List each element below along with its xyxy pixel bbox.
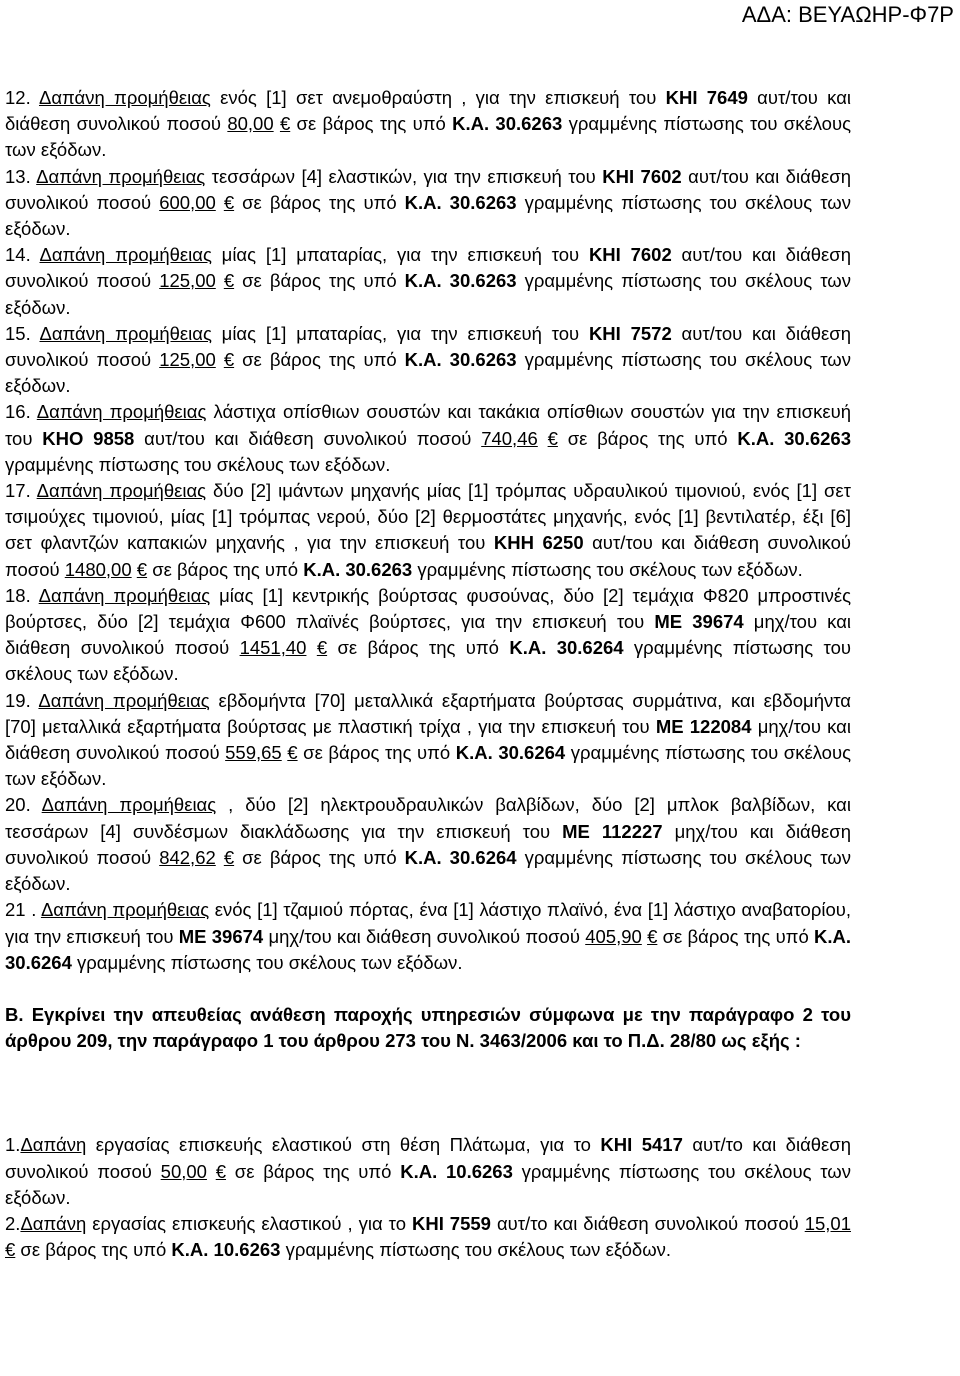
item-amount: 842,62 <box>159 846 216 868</box>
euro-symbol: € <box>215 1160 227 1182</box>
item-number: 1. <box>5 1134 21 1156</box>
item-number: 13. <box>5 165 37 187</box>
item-description: μίας [1] μπαταρίας, για την επισκευή του <box>211 322 589 344</box>
budget-code: Κ.Α. 30.6263 <box>737 427 852 449</box>
item-text: σε βάρος της υπό <box>290 113 453 135</box>
vehicle-plate: ΚΗΗ 6250 <box>493 532 584 554</box>
item-text: γραμμένης πίστωσης του σκέλους των εξόδων. <box>5 453 391 475</box>
vehicle-plate: ΚΗΙ 7559 <box>411 1212 491 1234</box>
item-text: γραμμένης πίστωσης του σκέλους των εξόδων. <box>412 558 803 580</box>
expense-item <box>5 583 851 688</box>
service-item <box>5 1211 851 1263</box>
budget-code: Κ.Α. 30.6263 <box>303 558 413 580</box>
item-text: γραμμένης πίστωσης του σκέλους των εξόδων. <box>5 742 851 790</box>
item-text: αυτ/του και διάθεση συνολικού ποσού <box>5 87 852 135</box>
item-text: σε βάρος της υπό <box>234 191 405 213</box>
item-description: , δύο [2] ηλεκτρουδραυλικών βαλβίδων, δύο [2] μπλοκ βαλβίδων, και τεσσάρων [4] συνδέσμων διακλάδωσης για την επισκευή του <box>5 794 851 842</box>
spacer <box>5 1054 851 1132</box>
item-title: Δαπάνη <box>20 1212 87 1234</box>
item-text: αυτ/του και διάθεση συνολικού ποσού <box>134 427 482 449</box>
item-number: 2. <box>5 1212 21 1234</box>
euro-symbol: € <box>316 637 328 659</box>
item-text: γραμμένης πίστωσης του σκέλους των εξόδων. <box>5 191 851 240</box>
section-b-heading: Β. Εγκρίνει την απευθείας ανάθεση παροχής υπηρεσιών σύμφωνα με την παράγραφο 2 του άρθρου 209, την παράγραφο 1 του άρθρου 273 του Ν. 3463/2006 και το Π.Δ. 28/80 ως εξής : <box>5 1003 851 1052</box>
item-amount: 405,90 <box>585 925 642 947</box>
item-amount: 1451,40 <box>239 637 307 659</box>
expense-item <box>5 792 851 897</box>
budget-code: Κ.Α. 30.6263 <box>452 113 563 135</box>
budget-code: Κ.Α. 30.6263 <box>404 349 517 371</box>
vehicle-plate: ΚΗΙ 7649 <box>665 87 748 108</box>
budget-code: Κ.Α. 30.6263 <box>404 270 517 292</box>
item-description: εβδομήντα [70] μεταλλικά εξαρτήματα βούρτσας συρμάτινα, και εβδομήντα [70] μεταλλικά εξαρτήματα βούρτσας με πλαστική τρίχα , για την επισκευή του <box>5 689 851 737</box>
item-amount: 125,00 <box>159 270 216 292</box>
expense-item <box>5 321 851 400</box>
item-amount: 600,00 <box>159 191 216 213</box>
item-text: γραμμένης πίστωσης του σκέλους των εξόδων. <box>5 846 851 895</box>
item-description: μίας [1] κεντρικής βούρτσας φυσούνας, δύο [2] τεμάχια Φ820 μπροστινές βούρτσες, δύο [2] τεμάχια Φ600 πλαϊνές βούρτσες, για την επισκευή του <box>5 584 851 633</box>
vehicle-plate: ΚΗΙ 5417 <box>600 1134 683 1156</box>
euro-symbol: € <box>223 846 235 868</box>
item-text: γραμμένης πίστωσης του σκέλους των εξόδων. <box>5 113 851 161</box>
service-items-list <box>5 1132 851 1263</box>
budget-code: Κ.Α. 30.6264 <box>404 846 517 868</box>
vehicle-plate: ΜΕ 39674 <box>178 925 264 947</box>
item-description: ενός [1] σετ ανεμοθραύστη , για την επισκευή του <box>210 87 666 108</box>
item-number: 12. <box>5 87 39 108</box>
item-title: Δαπάνη προμήθειας <box>36 165 206 187</box>
item-title: Δαπάνη προμήθειας <box>38 689 210 711</box>
item-amount: 125,00 <box>159 349 216 371</box>
item-number: 19. <box>5 689 39 711</box>
expense-item <box>5 242 851 321</box>
expense-item <box>5 688 851 793</box>
euro-symbol: € <box>223 349 235 371</box>
item-description: εργασίας επισκευής ελαστικού στη θέση Πλάτωμα, για το <box>86 1134 601 1156</box>
item-title: Δαπάνη προμήθειας <box>36 480 207 502</box>
item-text: αυτ/το και διάθεση συνολικού ποσού <box>5 1134 852 1182</box>
item-number: 17. <box>5 480 37 502</box>
document-body <box>5 85 851 1263</box>
expense-item <box>5 399 851 478</box>
item-amount: 559,65 <box>225 742 282 764</box>
item-text: μηχ/του και διάθεση συνολικού ποσού <box>263 925 586 947</box>
item-text: σε βάρος της υπό <box>15 1239 172 1261</box>
item-title: Δαπάνη προμήθειας <box>39 322 212 344</box>
euro-symbol: € <box>5 1239 16 1261</box>
item-amount: 740,46 <box>481 427 538 449</box>
euro-symbol: € <box>223 191 235 213</box>
item-text: σε βάρος της υπό <box>226 1160 401 1182</box>
expense-item <box>5 897 851 976</box>
item-description: εργασίας επισκευής ελαστικού , για το <box>86 1212 412 1234</box>
item-description: ενός [1] τζαμιού πόρτας, ένα [1] λάστιχο πλαϊνό, ένα [1] λάστιχο αναβατορίου, για την επισκευή του <box>5 899 852 947</box>
item-number: 16. <box>5 401 37 423</box>
item-title: Δαπάνη προμήθειας <box>38 87 211 108</box>
ada-header: ΑΔΑ: ΒΕΥΑΩΗΡ-Φ7Ρ <box>741 2 954 27</box>
item-number: 20. <box>5 794 42 816</box>
item-amount: 15,01 <box>804 1212 851 1234</box>
item-description: λάστιχα οπίσθιων σουστών και τακάκια οπίσθιων σουστών για την επισκευή του <box>5 401 851 449</box>
item-amount: 80,00 <box>227 113 274 135</box>
budget-code: Κ.Α. 30.6263 <box>404 191 517 213</box>
item-text: γραμμένης πίστωσης του σκέλους των εξόδων. <box>280 1239 672 1261</box>
item-number: 14. <box>5 244 40 266</box>
item-description: δύο [2] ιμάντων μηχανής μίας [1] τρόμπας υδραυλικού τιμονιού, ενός [1] σετ τσιμούχες τιμονιού, μίας [1] τρόμπας νερού, δύο [2] θερμοστάτες μηχανής, ενός [1] βεντιλατέρ, έξι [6] σετ φλαντζών καπακιών μηχανής , για την επισκευή του <box>5 480 851 554</box>
vehicle-plate: ΜΕ 122084 <box>655 715 752 737</box>
item-text: σε βάρος της υπό <box>234 349 405 371</box>
euro-symbol: € <box>547 427 558 449</box>
budget-code: Κ.Α. 10.6263 <box>400 1160 513 1182</box>
item-text: αυτ/του και διάθεση συνολικού ποσού <box>5 244 852 292</box>
item-title: Δαπάνη προμήθειας <box>40 899 210 921</box>
item-text: σε βάρος της υπό <box>327 637 510 659</box>
item-description: τεσσάρων [4] ελαστικών, για την επισκευή του <box>205 165 603 187</box>
vehicle-plate: ΚΗΟ 9858 <box>42 427 135 449</box>
euro-symbol: € <box>287 742 298 764</box>
item-text: σε βάρος της υπό <box>297 742 456 764</box>
item-text: αυτ/το και διάθεση συνολικού ποσού <box>490 1212 805 1234</box>
euro-symbol: € <box>136 558 148 580</box>
expense-items-list <box>5 85 851 976</box>
item-text: σε βάρος της υπό <box>234 846 405 868</box>
vehicle-plate: ΚΗΙ 7602 <box>588 244 672 266</box>
item-number: 21 . <box>5 899 41 921</box>
item-description: μίας [1] μπαταρίας, για την επισκευή του <box>211 244 589 266</box>
item-text: μηχ/του και διάθεση συνολικού ποσού <box>5 820 851 868</box>
item-title: Δαπάνη <box>20 1134 87 1156</box>
item-title: Δαπάνη προμήθειας <box>39 244 212 266</box>
budget-code: Κ.Α. 10.6263 <box>171 1239 281 1261</box>
item-text: γραμμένης πίστωσης του σκέλους των εξόδων. <box>5 637 851 685</box>
expense-item <box>5 478 851 583</box>
vehicle-plate: ΚΗΙ 7572 <box>588 322 672 344</box>
item-text: σε βάρος της υπό <box>234 270 405 292</box>
item-text: γραμμένης πίστωσης του σκέλους των εξόδων. <box>71 951 463 973</box>
euro-symbol: € <box>279 113 291 135</box>
vehicle-plate: ΚΗΙ 7602 <box>602 165 682 187</box>
item-number: 18. <box>5 584 39 606</box>
expense-item <box>5 164 851 243</box>
expense-item <box>5 85 851 164</box>
vehicle-plate: ΜΕ 39674 <box>654 611 744 633</box>
item-title: Δαπάνη προμήθειας <box>38 584 211 606</box>
item-text: γραμμένης πίστωσης του σκέλους των εξόδων. <box>5 270 851 318</box>
item-amount: 1480,00 <box>64 558 132 580</box>
euro-symbol: € <box>647 925 658 947</box>
item-text: γραμμένης πίστωσης του σκέλους των εξόδων. <box>5 1160 851 1208</box>
item-text: σε βάρος της υπό <box>557 427 738 449</box>
item-text: σε βάρος της υπό <box>657 925 814 947</box>
euro-symbol: € <box>223 270 235 292</box>
budget-code: Κ.Α. 30.6264 <box>455 742 566 764</box>
item-text: αυτ/του και διάθεση συνολικού ποσού <box>5 532 851 580</box>
item-text: μηχ/του και διάθεση συνολικού ποσού <box>5 611 851 659</box>
item-text: γραμμένης πίστωσης του σκέλους των εξόδων. <box>5 349 851 397</box>
budget-code: Κ.Α. 30.6264 <box>5 925 851 973</box>
item-amount: 50,00 <box>160 1160 207 1182</box>
item-number: 15. <box>5 322 40 344</box>
item-text: αυτ/του και διάθεση συνολικού ποσού <box>5 322 852 371</box>
item-title: Δαπάνη προμήθειας <box>41 794 217 816</box>
budget-code: Κ.Α. 30.6264 <box>509 637 624 659</box>
vehicle-plate: ΜΕ 112227 <box>562 820 663 842</box>
item-title: Δαπάνη προμήθειας <box>36 401 207 423</box>
service-item <box>5 1132 851 1211</box>
item-text: αυτ/του και διάθεση συνολικού ποσού <box>5 165 852 213</box>
item-text: μηχ/του και διάθεση συνολικού ποσού <box>5 715 851 764</box>
item-text: σε βάρος της υπό <box>147 558 304 580</box>
